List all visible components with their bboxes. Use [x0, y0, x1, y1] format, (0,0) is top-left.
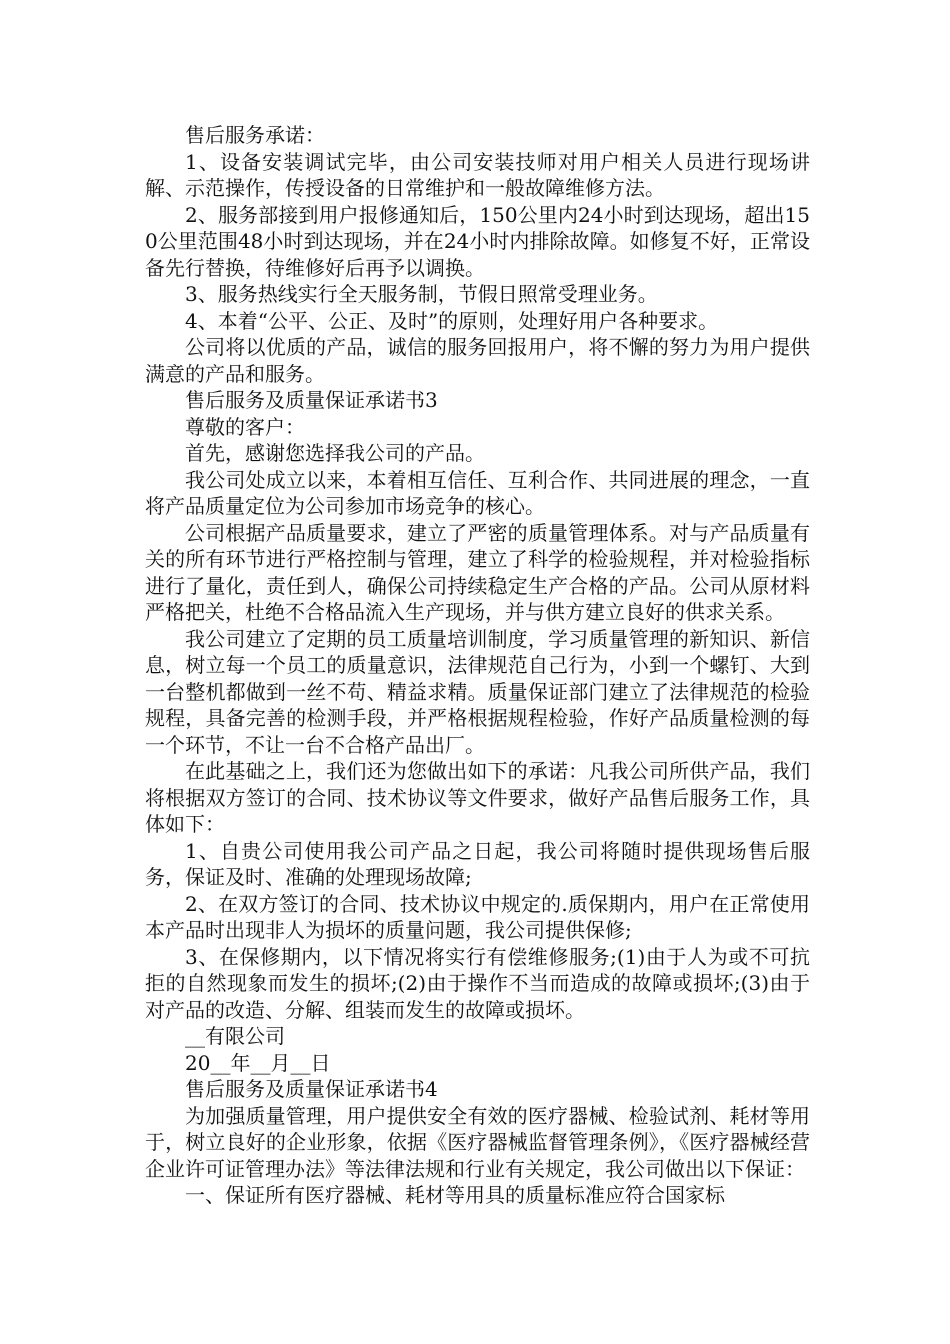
paragraph: 1、自贵公司使用我公司产品之日起，我公司将随时提供现场售后服务，保证及时、准确的处理现场故障; — [145, 838, 810, 889]
company-signature: __有限公司 — [185, 1024, 285, 1048]
paragraph: 3、在保修期内，以下情况将实行有偿维修服务;(1)由于人为或不可抗拒的自然现象而发生的损坏;(2)由于操作不当而造成的故障或损坏;(3)由于对产品的改造、分解、组装而发生的故障或损坏。 — [145, 944, 810, 1022]
paragraph: 我公司建立了定期的员工质量培训制度，学习质量管理的新知识、新信息，树立每一个员工的质量意识，法律规范自己行为，小到一个螺钉、大到一台整机都做到一丝不苟、精益求精。质量保证部门建立了法律规范的检验规程，具备完善的检测手段，并严格根据规程检验，作好产品质量检测的每一个环节，不让一台不合格产品出厂。 — [145, 626, 810, 757]
paragraph: 1、设备安装调试完毕，由公司安装技师对用户相关人员进行现场讲解、示范操作，传授设备的日常维护和一般故障维修方法。 — [145, 149, 810, 200]
paragraph: 首先，感谢您选择我公司的产品。 — [185, 441, 485, 465]
paragraph: 一、保证所有医疗器械、耗材等用具的质量标准应符合国家标 — [185, 1183, 725, 1207]
paragraph: 4、本着“公平、公正、及时”的原则，处理好用户各种要求。 — [185, 308, 719, 333]
salutation: 尊敬的客户： — [185, 414, 305, 439]
document-page — [145, 122, 810, 1209]
paragraph: 为加强质量管理，用户提供安全有效的医疗器械、检验试剂、耗材等用于，树立良好的企业形象，依据《医疗器械监督管理条例》，《医疗器械经营企业许可证管理办法》等法律法规和行业有关规定，我公司做出以下保证： — [145, 1103, 810, 1181]
section-heading: 售后服务及质量保证承诺书3 — [185, 388, 438, 412]
paragraph: 2、服务部接到用户报修通知后，150公里内24小时到达现场，超出150公里范围48小时到达现场，并在24小时内排除故障。如修复不好，正常设备先行替换，待维修好后再予以调换。 — [145, 202, 810, 280]
paragraph: 公司根据产品质量要求，建立了严密的质量管理体系。对与产品质量有关的所有环节进行严格控制与管理，建立了科学的检验规程，并对检验指标进行了量化，责任到人，确保公司持续稳定生产合格的产品。公司从原材料严格把关，杜绝不合格品流入生产现场，并与供方建立良好的供求关系。 — [145, 520, 810, 624]
paragraph: 我公司处成立以来，本着相互信任、互利合作、共同进展的理念，一直将产品质量定位为公司参加市场竞争的核心。 — [145, 467, 810, 518]
paragraph: 在此基础之上，我们还为您做出如下的承诺：凡我公司所供产品，我们将根据双方签订的合同、技术协议等文件要求，做好产品售后服务工作，具体如下： — [145, 759, 810, 836]
paragraph: 售后服务承诺： — [185, 123, 325, 147]
date-line: 20__年__月__日 — [185, 1050, 331, 1075]
paragraph: 2、在双方签订的合同、技术协议中规定的.质保期内，用户在正常使用本产品时出现非人为损坏的质量问题，我公司提供保修; — [145, 891, 810, 942]
paragraph: 3、服务热线实行全天服务制，节假日照常受理业务。 — [185, 282, 658, 306]
section-heading: 售后服务及质量保证承诺书4 — [185, 1077, 438, 1101]
paragraph: 公司将以优质的产品，诚信的服务回报用户，将不懈的努力为用户提供满意的产品和服务。 — [145, 335, 810, 386]
